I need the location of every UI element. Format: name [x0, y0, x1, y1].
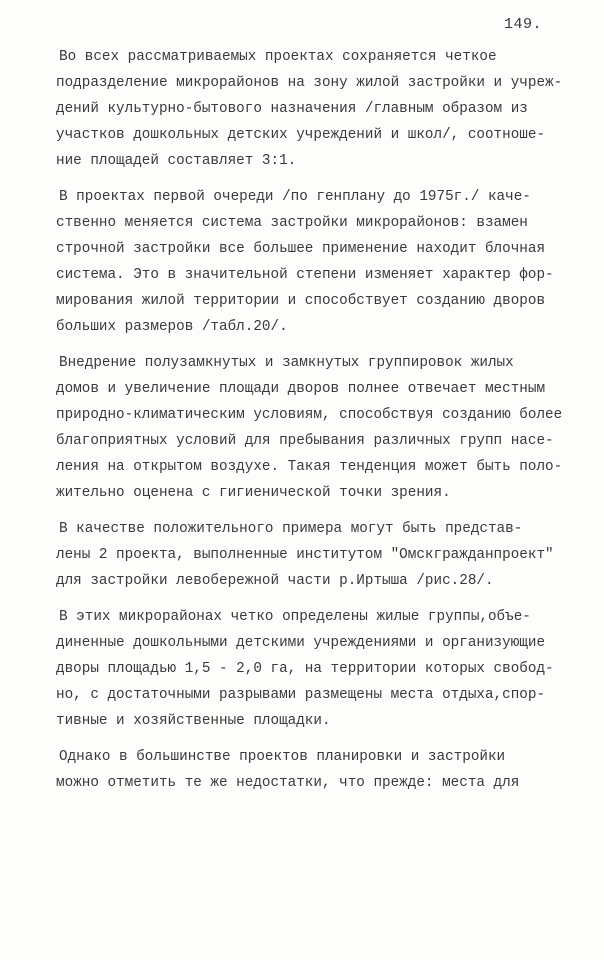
text-line: лены 2 проекта, выполненные институтом "Омскгражданпроект"	[56, 547, 554, 563]
text-line: больших размеров /табл.20/.	[56, 319, 288, 335]
text-line: благоприятных условий для пребывания различных групп насе-	[56, 433, 554, 449]
text-line: В проектах первой очереди /по генплану до 1975г./ каче-	[59, 189, 531, 205]
body-text	[56, 44, 576, 806]
text-line: мирования жилой территории и способствует созданию дворов	[56, 293, 546, 309]
text-line: подразделение микрорайонов на зону жилой застройки и учреж-	[56, 75, 563, 91]
text-line: тивные и хозяйственные площадки.	[56, 713, 331, 729]
text-line: дворы площадью 1,5 - 2,0 га, на территории которых свобод-	[56, 661, 554, 677]
text-line: строчной застройки все большее применение находит блочная	[56, 241, 546, 257]
paragraph-1	[56, 44, 576, 174]
text-line: ственно меняется система застройки микрорайонов: взамен	[56, 215, 528, 231]
text-line: система. Это в значительной степени изменяет характер фор-	[56, 267, 554, 283]
paragraph-2	[56, 184, 576, 340]
text-line: домов и увеличение площади дворов полнее отвечает местным	[56, 381, 546, 397]
paragraph-4	[56, 516, 576, 594]
text-line: ние площадей составляет 3:1.	[56, 153, 297, 169]
text-line: но, с достаточными разрывами размещены места отдыха,спор-	[56, 687, 546, 703]
text-line: можно отметить те же недостатки, что прежде: места для	[56, 775, 520, 791]
text-line: ления на открытом воздухе. Такая тенденция может быть поло-	[56, 459, 563, 475]
text-line: участков дошкольных детских учреждений и школ/, соотноше-	[56, 127, 546, 143]
paragraph-3	[56, 350, 576, 506]
text-line: для застройки левобережной части р.Иртыша /рис.28/.	[56, 573, 494, 589]
paragraph-6	[56, 744, 576, 796]
text-line: Во всех рассматриваемых проектах сохраняется четкое	[59, 49, 497, 65]
text-line: Однако в большинстве проектов планировки и застройки	[59, 749, 506, 765]
text-line: жительно оценена с гигиенической точки зрения.	[56, 485, 451, 501]
text-line: В качестве положительного примера могут быть представ-	[59, 521, 523, 537]
text-line: диненные дошкольными детскими учреждениями и организующие	[56, 635, 546, 651]
text-line: дений культурно-бытового назначения /главным образом из	[56, 101, 528, 117]
page-number: 149.	[504, 16, 543, 33]
text-line: природно-климатическим условиям, способствуя созданию более	[56, 407, 563, 423]
paragraph-5	[56, 604, 576, 734]
text-line: Внедрение полузамкнутых и замкнутых группировок жилых	[59, 355, 514, 371]
text-line: В этих микрорайонах четко определены жилые группы,объе-	[59, 609, 531, 625]
